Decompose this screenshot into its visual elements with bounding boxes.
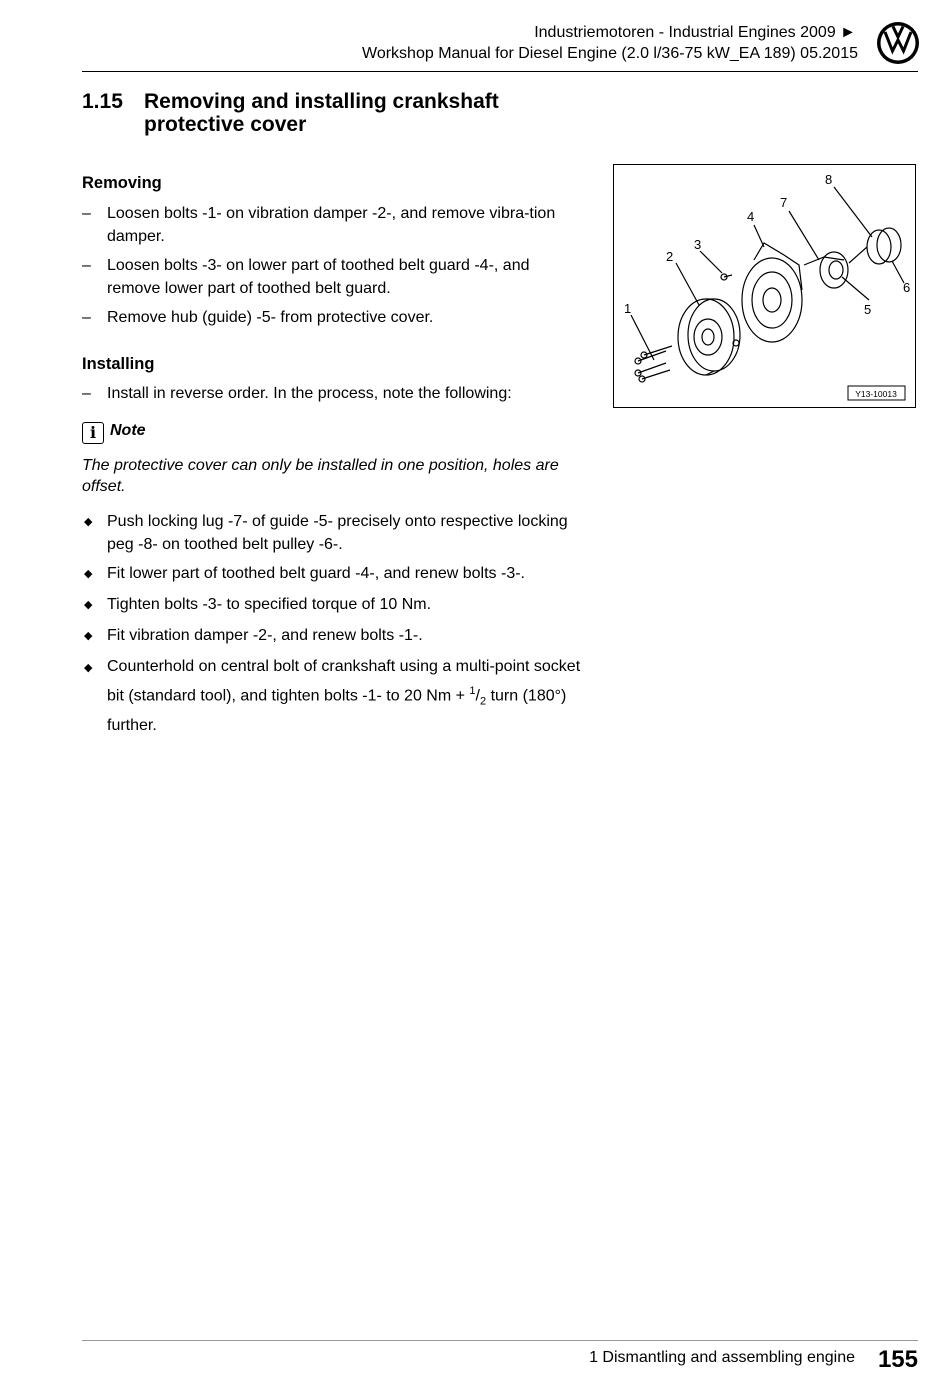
bullet-diamond-icon: ◆ — [84, 630, 93, 642]
page-header — [362, 22, 858, 64]
removing-step: – Remove hub (guide) -5- from protective cover. — [82, 309, 434, 326]
removing-heading: Removing — [82, 174, 162, 192]
removing-step: – Loosen bolts -1- on vibration damper -2-, and remove vibra-tion damper. — [82, 205, 556, 245]
bullet-item: ◆ Push locking lug -7- of guide -5- precisely onto respective locking peg -8- on toothed belt pulley -6-. — [84, 513, 568, 553]
callout-label: 5 — [864, 302, 872, 317]
section-number: 1.15 — [82, 90, 123, 113]
note-label: i Note — [82, 422, 146, 446]
header-rule — [82, 71, 918, 72]
installing-heading: Installing — [82, 355, 155, 373]
callout-label: 2 — [666, 249, 674, 264]
section-title-text: Removing and installing crankshaft protective cover — [144, 90, 499, 136]
header-line-1: Industriemotoren - Industrial Engines 2009 ► — [534, 24, 856, 41]
exploded-view-figure — [613, 164, 916, 408]
callout-label: 6 — [903, 280, 911, 295]
bolt-icon — [635, 346, 672, 382]
installing-step: – Install in reverse order. In the process, note the following: — [82, 385, 512, 402]
bullet-diamond-icon: ◆ — [84, 599, 93, 611]
bullet-diamond-icon: ◆ — [84, 662, 93, 674]
bullet-item: ◆ Counterhold on central bolt of crankshaft using a multi-point socket bit (standard tool), and tighten bolts -1- to 20 $Nm + ^1/_2$ turn (180°) further. — [84, 658, 581, 734]
callout-label: 8 — [825, 172, 833, 187]
bullet-diamond-icon: ◆ — [84, 516, 93, 528]
removing-step: – Loosen bolts -3- on lower part of toothed belt guard -4-, and remove lower part of toothed belt guard. — [82, 257, 530, 297]
vw-logo-icon — [876, 21, 920, 65]
header-line-2: Workshop Manual for Diesel Engine (2.0 l/36-75 kW_EA 189) 05.2015 — [362, 45, 858, 62]
bullet-item: ◆ Fit vibration damper -2-, and renew bolts -1-. — [82, 624, 582, 647]
figure-id: Y13-10013 — [855, 389, 897, 399]
callout-label: 3 — [694, 237, 702, 252]
note-text: The protective cover can only be installed in one position, holes are offset. — [82, 457, 559, 495]
footer-chapter: 1 Dismantling and assembling engine — [589, 1349, 855, 1366]
footer-rule — [82, 1340, 918, 1341]
callout-label: 7 — [780, 195, 788, 210]
callout-label: 1 — [624, 301, 632, 316]
crankshaft-cover-drawing — [614, 165, 915, 407]
bullet-item: ◆ Fit lower part of toothed belt guard -4-, and renew bolts -3-. — [82, 562, 582, 585]
bullet-item: ◆ Tighten bolts -3- to specified torque of 10 Nm. — [82, 593, 582, 616]
callout-label: 4 — [747, 209, 755, 224]
info-icon: i — [82, 422, 104, 444]
page-number: 155 — [877, 1346, 918, 1373]
bullet-diamond-icon: ◆ — [84, 568, 93, 580]
